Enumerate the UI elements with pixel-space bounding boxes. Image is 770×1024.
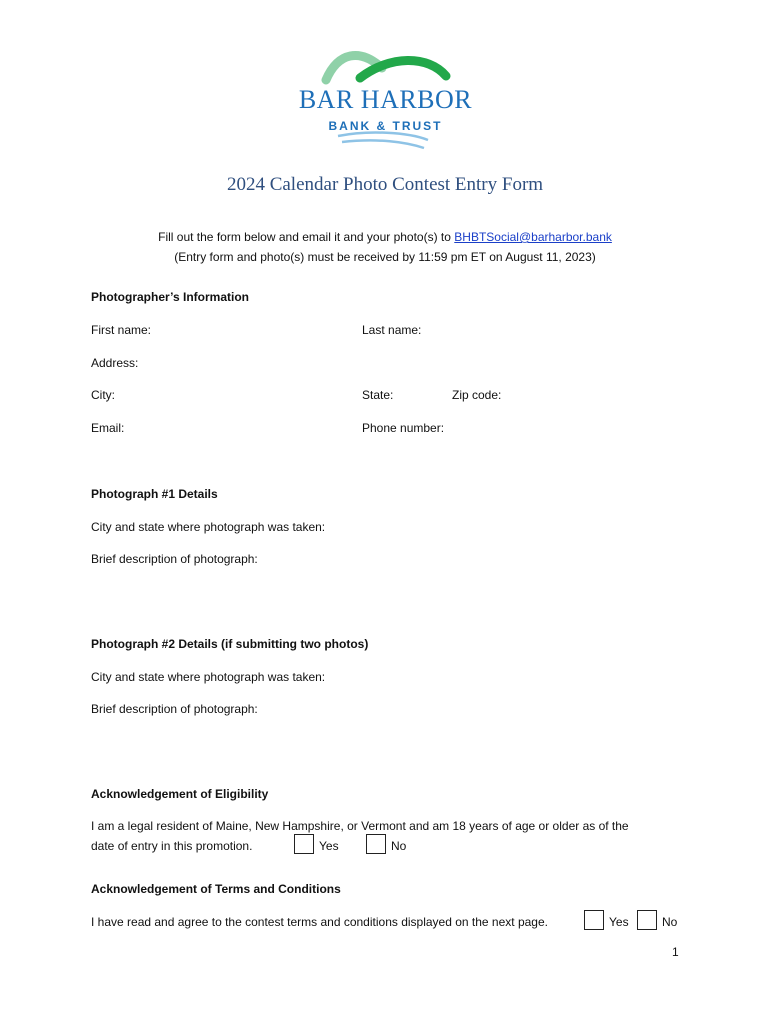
first-name-label: First name: — [91, 323, 152, 337]
last-name-label: Last name: — [362, 323, 422, 337]
form-title: 2024 Calendar Photo Contest Entry Form — [226, 174, 544, 195]
terms-no-label: No — [662, 915, 678, 929]
photo1-description-label: Brief description of photograph: — [91, 552, 258, 566]
terms-yes-checkbox[interactable] — [584, 910, 604, 930]
eligibility-yes-label: Yes — [319, 839, 339, 853]
logo-subtitle: BANK & TRUST — [328, 119, 443, 133]
intro-line-1 — [0, 230, 770, 244]
contest-email-link[interactable]: BHBTSocial@barharbor.bank — [454, 230, 612, 244]
intro-line-2: (Entry form and photo(s) must be received by 11:59 pm ET on August 11, 2023) — [174, 250, 596, 264]
terms-statement: I have read and agree to the contest terms and conditions displayed on the next page. — [91, 915, 548, 929]
logo-water-line-2 — [342, 140, 424, 148]
state-label: State: — [362, 388, 394, 402]
terms-no-checkbox[interactable] — [637, 910, 657, 930]
photo2-description-label: Brief description of photograph: — [91, 702, 258, 716]
eligibility-no-checkbox[interactable] — [366, 834, 386, 854]
terms-heading: Acknowledgement of Terms and Conditions — [91, 882, 341, 896]
page-number: 1 — [672, 945, 679, 959]
address-label: Address: — [91, 356, 139, 370]
zip-label: Zip code: — [452, 388, 502, 402]
eligibility-statement-line-1: I am a legal resident of Maine, New Hampshire, or Vermont and am 18 years of age or older as of the — [91, 819, 629, 833]
intro-prefix: Fill out the form below and email it and your photo(s) to — [158, 230, 455, 244]
photo1-location-label: City and state where photograph was taken: — [91, 520, 326, 534]
photo1-heading: Photograph #1 Details — [91, 487, 218, 501]
eligibility-no-label: No — [391, 839, 407, 853]
eligibility-yes-checkbox[interactable] — [294, 834, 314, 854]
city-label: City: — [91, 388, 115, 402]
phone-label: Phone number: — [362, 421, 445, 435]
logo-water-line-1 — [338, 133, 428, 140]
photographer-heading: Photographer’s Information — [91, 290, 250, 304]
eligibility-heading: Acknowledgement of Eligibility — [91, 787, 269, 801]
logo-brand: BAR HARBOR — [298, 85, 473, 114]
eligibility-statement-line-2: date of entry in this promotion. — [91, 839, 253, 853]
photo2-heading: Photograph #2 Details (if submitting two photos) — [91, 637, 369, 651]
photo2-location-label: City and state where photograph was taken: — [91, 670, 326, 684]
terms-yes-label: Yes — [609, 915, 629, 929]
email-label: Email: — [91, 421, 125, 435]
